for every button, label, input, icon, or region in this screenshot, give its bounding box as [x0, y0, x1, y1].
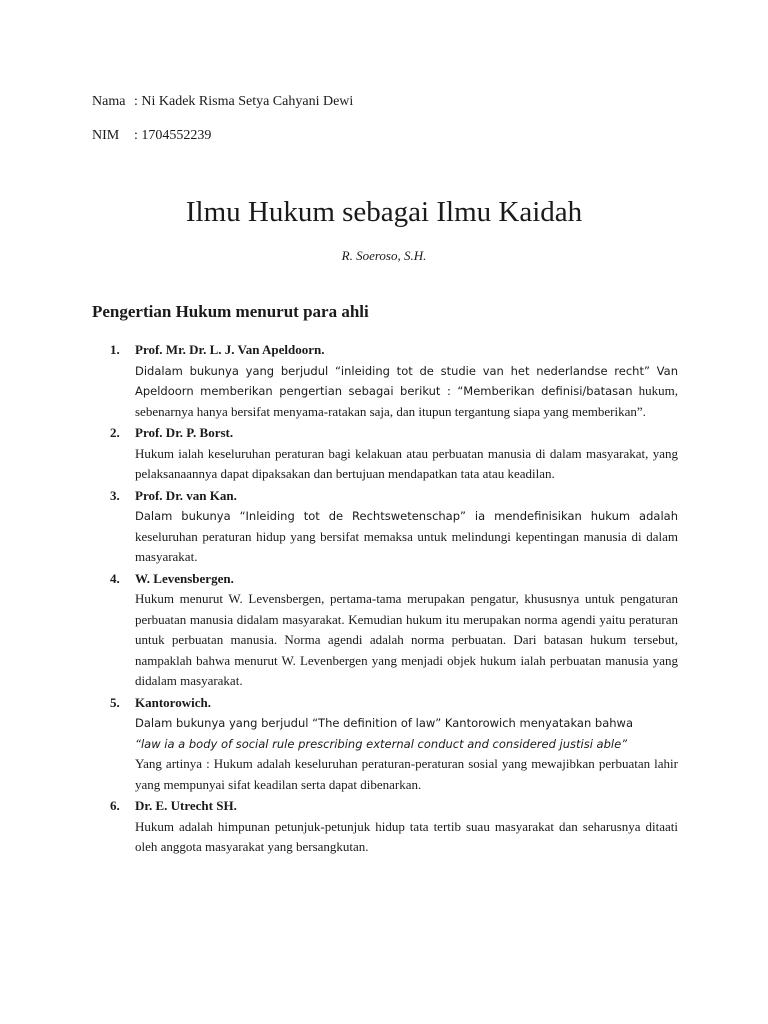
document-author: R. Soeroso, S.H.	[341, 248, 427, 263]
definition-text-part: Dalam bukunya yang berjudul “The definition of law” Kantorowich menyatakan bahwa	[135, 716, 634, 730]
definition-text-part: Dalam bukunya “Inleiding tot de Rechtswetenschap” ia mendefinisikan hukum adalah	[135, 509, 678, 523]
definition-text: Hukum adalah himpunan petunjuk-petunjuk hidup tata tertib suau masyarakat dan seharusnya ditaati oleh anggota masyarakat yang bersangkutan.	[135, 818, 678, 854]
item-number: 2.	[110, 425, 120, 440]
nim-value: : 1704552239	[134, 128, 212, 143]
list-item	[92, 693, 678, 796]
name-label: Nama	[92, 94, 126, 109]
list-item	[92, 423, 678, 485]
expert-name: Prof. Dr. van Kan.	[135, 487, 237, 503]
definition-text	[135, 713, 678, 795]
expert-name: Prof. Dr. P. Borst.	[135, 425, 234, 440]
list-item	[92, 486, 678, 568]
definition-text-part: keseluruhan peraturan hidup yang bersifat memaksa untuk melindungi kepentingan manusia di dalam masyarakat.	[135, 528, 678, 564]
item-number: 1.	[110, 342, 120, 357]
expert-name: Prof. Mr. Dr. L. J. Van Apeldoorn.	[135, 342, 325, 357]
section-heading: Pengertian Hukum menurut para ahli	[92, 302, 369, 321]
definition-text-part: hukum, sebenarnya hanya bersifat menyama-ratakan saja, dan itupun tergantung siapa yang memberikan”.	[135, 383, 679, 419]
expert-name: Dr. E. Utrecht SH.	[135, 798, 237, 813]
student-id-row	[92, 127, 211, 145]
list-item	[92, 569, 678, 692]
definition-text: Hukum menurut W. Levensbergen, pertama-tama merupakan pengatur, khususnya untuk pengaturan perbuatan manusia didalam masyarakat. Kemudian hukum itu merupakan norma agendi yaitu peraturan untuk perbuatan manusia. Norma agendi adalah norma perbuatan. Dari batasan hukum tersebut, nampaklah bahwa menurut W. Levenbergen yang menjadi objek hukum ialah perbuatan manusia yang didalam masyarakat.	[135, 591, 678, 688]
item-number: 6.	[110, 798, 120, 813]
definition-text	[135, 361, 678, 423]
item-number: 3.	[110, 487, 120, 503]
nim-label: NIM	[92, 128, 120, 143]
document-title: Ilmu Hukum sebagai Ilmu Kaidah	[185, 196, 583, 228]
definition-text-part: Didalam bukunya yang berjudul “inleiding tot de studie van het nederlandse recht” Van Apeldoorn memberikan pengertian sebagai berikut : “Memberikan definisi/batasan	[135, 363, 678, 398]
definition-text: Hukum ialah keseluruhan peraturan bagi kelakuan atau perbuatan manusia di dalam masyarakat, yang pelaksanaannya dapat dipaksakan dan bertujuan mendapatkan tata atau keadilan.	[135, 445, 678, 481]
list-item	[92, 340, 678, 422]
name-value: : Ni Kadek Risma Setya Cahyani Dewi	[134, 94, 354, 109]
definition-text	[135, 506, 678, 568]
student-name-row	[92, 93, 353, 111]
definition-text-part: Yang artinya : Hukum adalah keseluruhan peraturan-peraturan sosial yang mewajibkan perbuatan lahir yang mempunyai sifat keadilan serta dapat dibenarkan.	[135, 756, 678, 792]
quoted-definition: “law ia a body of social rule prescribing external conduct and considered justisi able”	[135, 736, 628, 751]
item-number: 5.	[110, 694, 120, 710]
expert-name: W. Levensbergen.	[135, 570, 234, 586]
definitions-list	[92, 340, 678, 859]
item-number: 4.	[110, 570, 120, 586]
list-item	[92, 796, 678, 858]
expert-name: Kantorowich.	[135, 694, 211, 710]
